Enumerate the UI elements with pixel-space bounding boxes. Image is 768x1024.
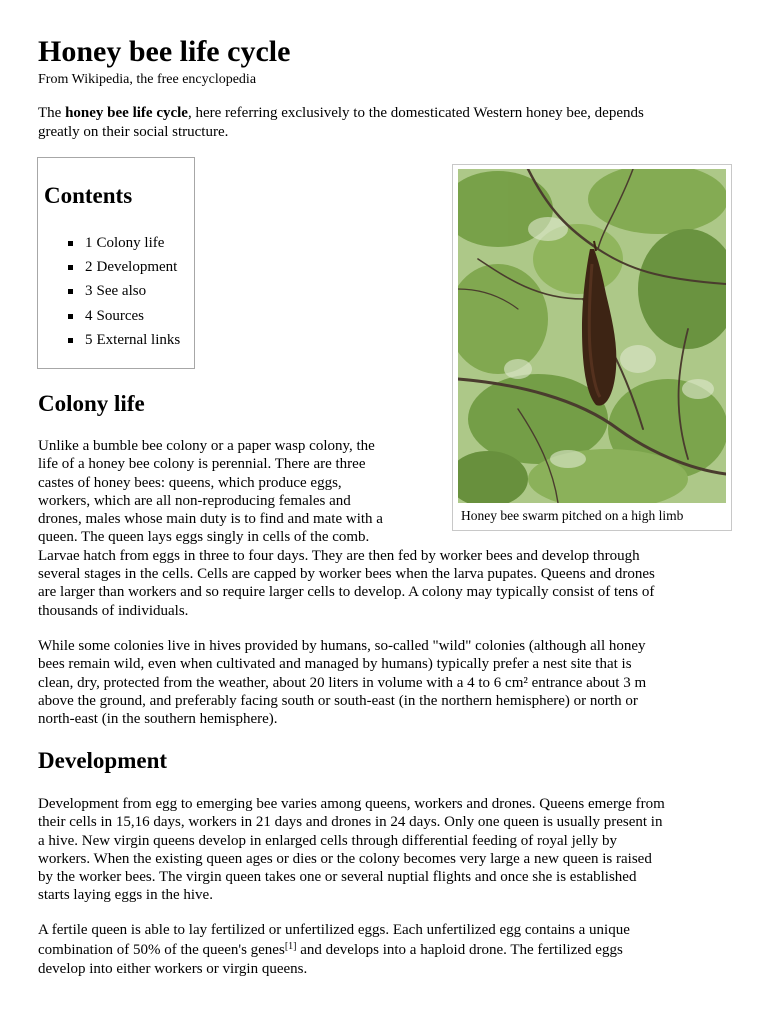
bullet-icon (68, 265, 73, 270)
text-line: life of a honey bee colony is perennial. There are three (38, 456, 366, 473)
lead-paragraph (38, 104, 730, 141)
bullet-icon (68, 289, 73, 294)
toc-item-see-also[interactable] (68, 279, 180, 303)
section-heading-development: Development (38, 748, 168, 773)
toc-item-sources[interactable] (68, 304, 180, 328)
toc-heading: Contents (44, 183, 133, 208)
text-line: castes of honey bees: queens, which produce eggs, (38, 474, 342, 491)
text-line: develop into either workers or virgin queens. (38, 960, 308, 977)
bullet-icon (68, 314, 73, 319)
toc-list (68, 231, 180, 352)
table-of-contents (37, 157, 195, 369)
lead-text-end: greatly on their social structure. (38, 123, 229, 140)
toc-item-number: 5 (85, 331, 93, 348)
page-title: Honey bee life cycle (38, 35, 291, 68)
toc-item-number: 1 (85, 235, 93, 251)
text-line: workers. When the existing queen ages or dies or the colony becomes very large a new queen is raised (38, 850, 652, 867)
toc-item-colony-life[interactable] (68, 231, 180, 255)
text-line: starts laying eggs in the hive. (38, 887, 213, 904)
text-line: by the worker bees. The virgin queen takes one or several nuptial flights and once she is established (38, 869, 637, 886)
colony-life-paragraph-1 (38, 437, 728, 620)
text-segment: combination of 50% of the queen's genes (38, 942, 285, 959)
page-subtitle: From Wikipedia, the free encyclopedia (38, 72, 257, 87)
toc-item-label[interactable]: Colony life (96, 235, 165, 251)
text-line: their cells in 15,16 days, workers in 21 days and drones in 24 days. Only one queen is usually present in (38, 814, 663, 831)
toc-item-label[interactable]: See also (96, 283, 147, 300)
text-line: thousands of individuals. (38, 602, 189, 619)
reference-link[interactable]: [1] (284, 941, 297, 953)
text-line: Development from egg to emerging bee varies among queens, workers and drones. Queens emerge from (38, 796, 665, 812)
text-line: While some colonies live in hives provided by humans, so-called "wild" colonies (although all honey (38, 638, 646, 654)
text-line: Larvae hatch from eggs in three to four days. They are then fed by worker bees and develop through (38, 547, 640, 564)
toc-item-label[interactable]: External links (96, 331, 181, 348)
toc-item-external-links[interactable] (68, 328, 180, 352)
text-line: queen. The queen lays eggs singly in cells of the comb. (38, 529, 370, 546)
toc-item-label[interactable]: Sources (96, 307, 144, 324)
development-paragraph-2 (38, 921, 728, 978)
bullet-icon (68, 241, 73, 246)
section-heading-colony-life: Colony life (38, 391, 145, 416)
text-line: a hive. New virgin queens develop in enlarged cells through differential feeding of royal jelly by (38, 832, 617, 849)
text-line: north-east (in the southern hemisphere). (38, 711, 278, 728)
text-line: bees remain wild, even when cultivated and managed by humans) typically prefer a nest site that is (38, 656, 632, 673)
bullet-icon (68, 338, 73, 343)
text-line: Unlike a bumble bee colony or a paper wasp colony, the (38, 438, 375, 454)
text-line: several stages in the cells. Cells are capped by worker bees when the larva pupates. Queens and drones (38, 566, 655, 583)
toc-item-number: 4 (85, 307, 93, 324)
figure-caption: Honey bee swarm pitched on a high limb (461, 508, 684, 523)
text-line: drones, males whose main duty is to find and mate with a (38, 511, 383, 528)
toc-item-label[interactable]: Development (96, 259, 178, 276)
text-line: above the ground, and preferably facing south or south-east (in the northern hemisphere) or north or (38, 692, 638, 709)
text-line: are larger than workers and so require larger cells to develop. A colony may typically consist of tens of (38, 584, 655, 601)
development-paragraph-1 (38, 795, 728, 905)
lead-bold-term: honey bee life cycle (65, 105, 188, 121)
text-line (38, 941, 728, 959)
toc-item-number: 2 (85, 259, 93, 276)
toc-item-development[interactable] (68, 255, 180, 279)
lead-text-rest: , here referring exclusively to the domesticated Western honey bee, depends (187, 105, 644, 121)
lead-text-start: The (38, 105, 66, 121)
text-segment: and develops into a haploid drone. The fertilized eggs (296, 942, 623, 959)
colony-life-paragraph-2 (38, 637, 728, 728)
text-line: clean, dry, protected from the weather, about 20 liters in volume with a 4 to 6 cm² entrance about 3 m (38, 674, 647, 691)
text-line: workers, which are all non-reproducing females and (38, 492, 351, 509)
toc-item-number: 3 (85, 283, 93, 300)
text-line: A fertile queen is able to lay fertilized or unfertilized eggs. Each unfertilized egg contains a unique (38, 922, 630, 938)
